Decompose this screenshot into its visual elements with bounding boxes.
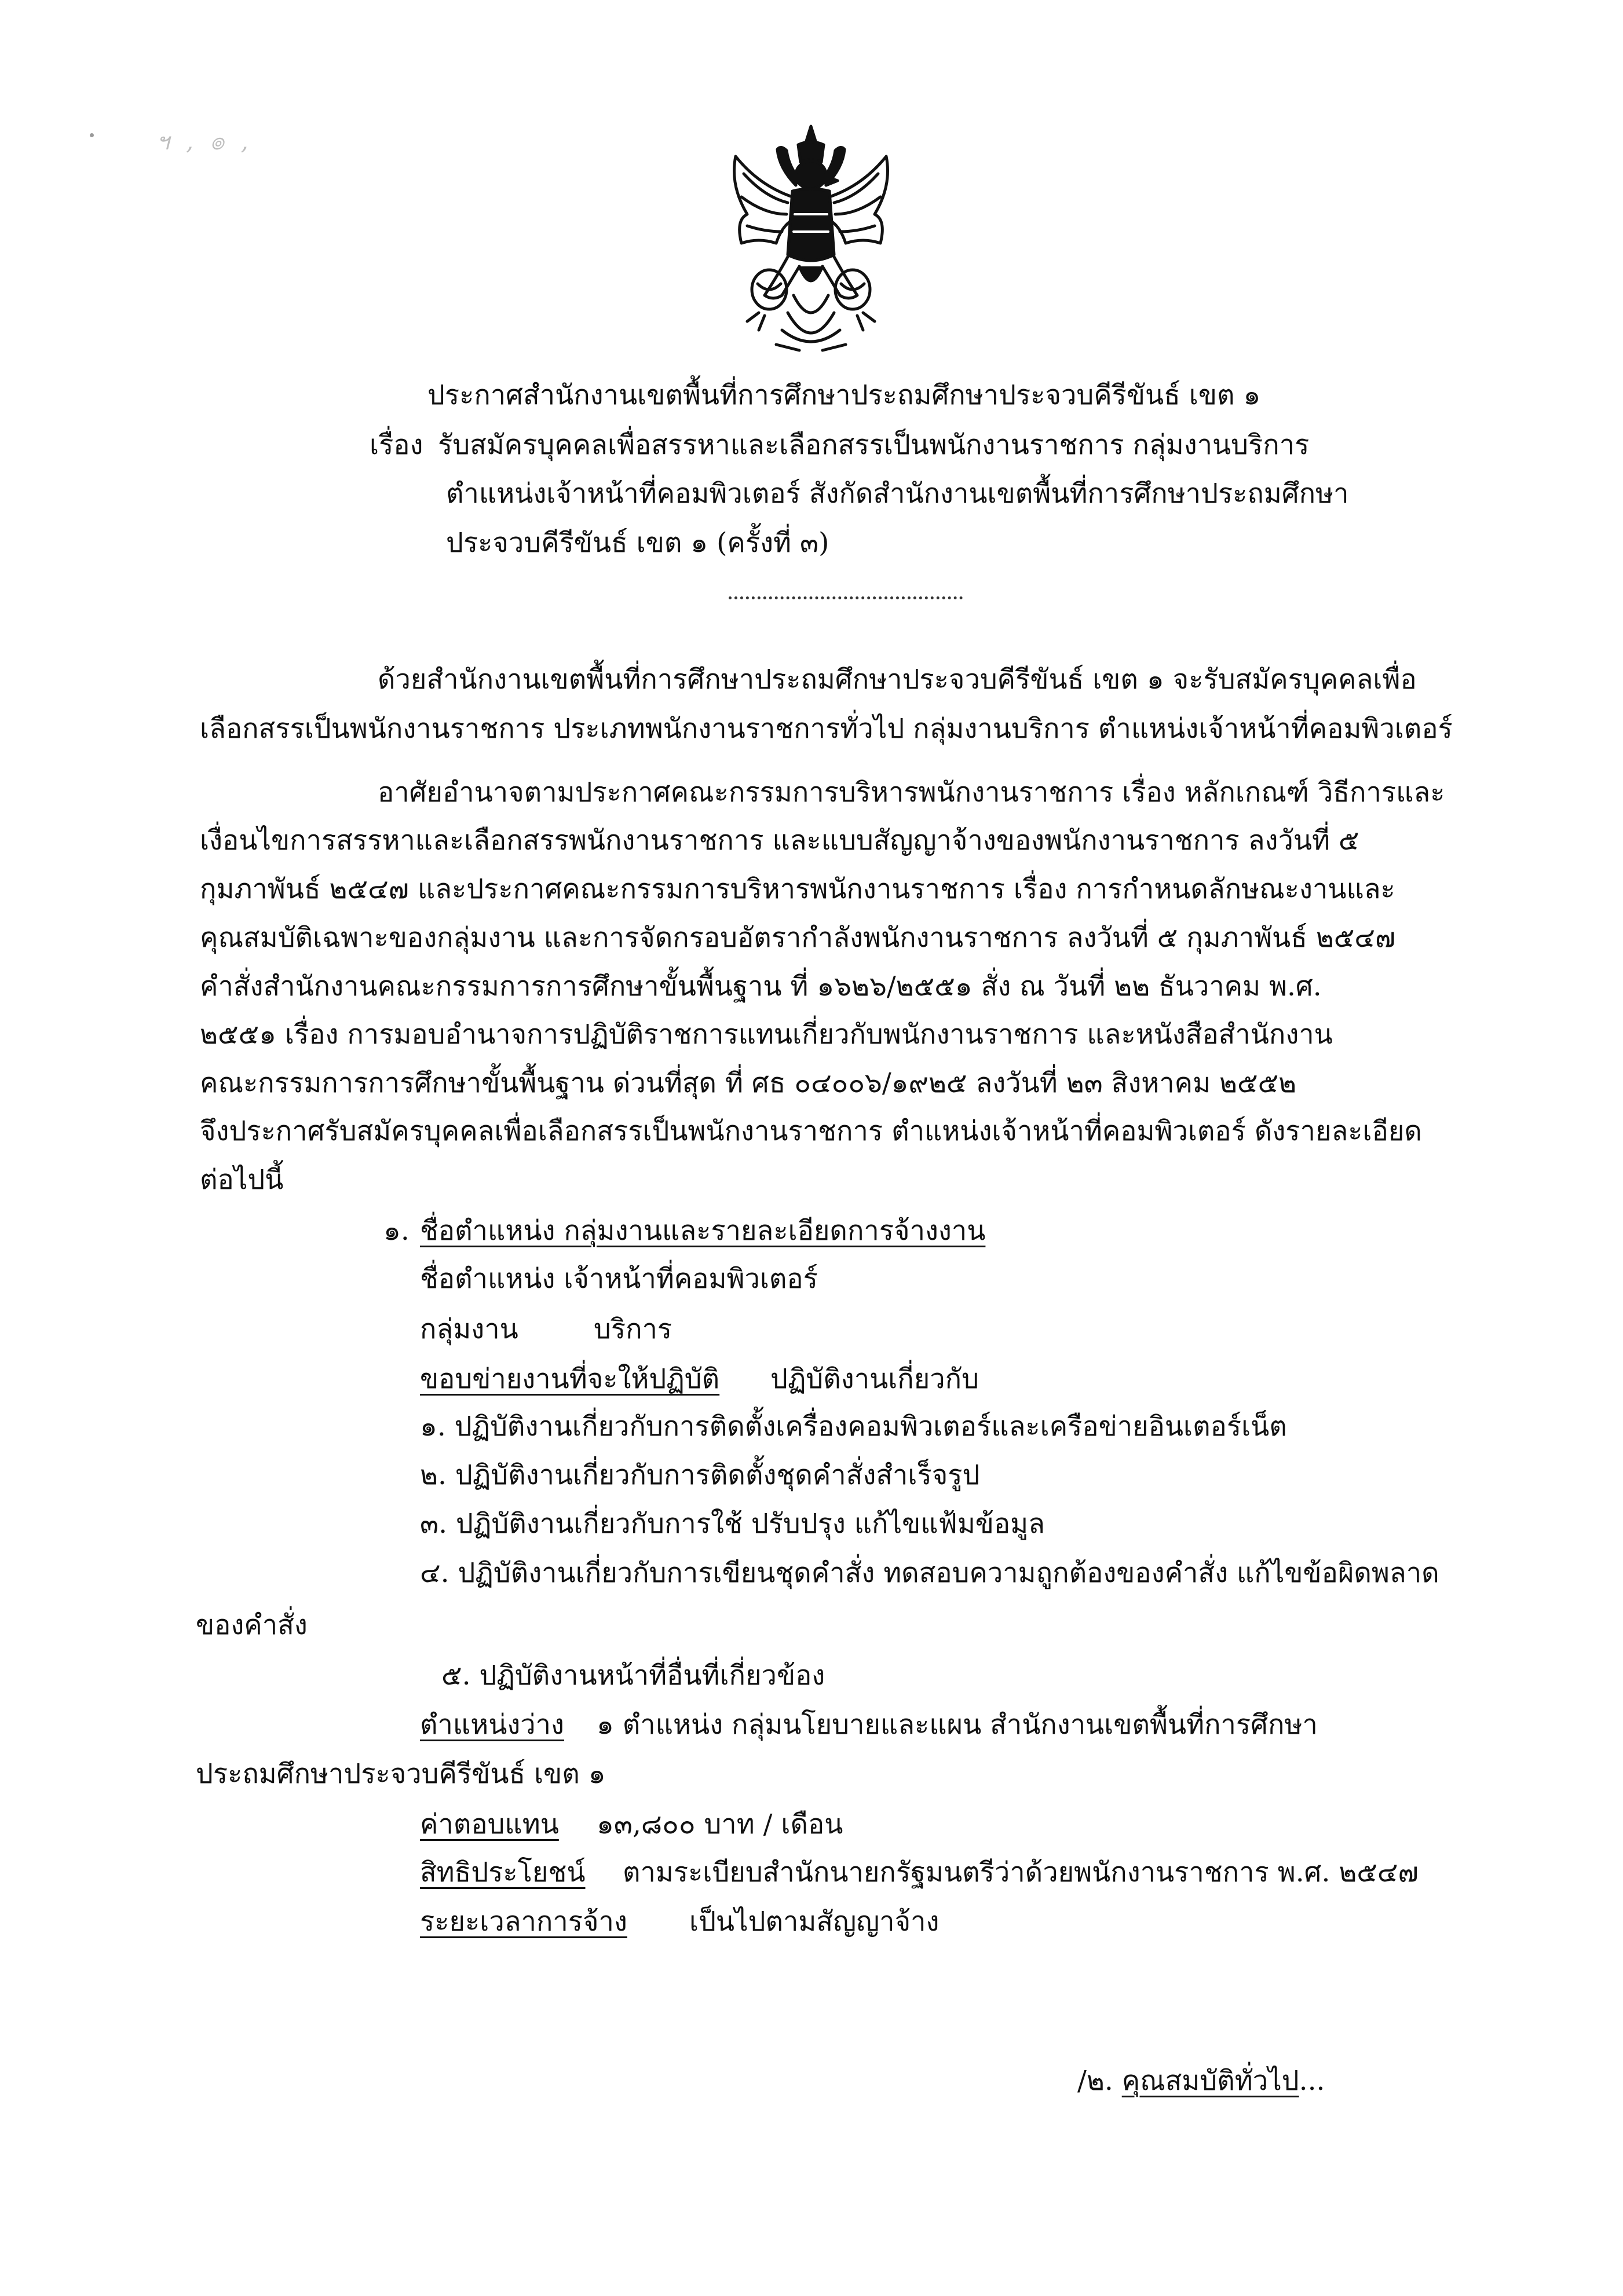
benefits-value: ตามระเบียบสำนักนายกรัฐมนตรีว่าด้วยพนักงานราชการ พ.ศ. ๒๕๔๗	[623, 1856, 1419, 1888]
subject-line-1: รับสมัครบุคคลเพื่อสรรหาและเลือกสรรเป็นพนักงานราชการ กลุ่มงานบริการ	[438, 429, 1310, 461]
faint-handwritten-mark: ฯ , ๏ ,	[156, 129, 253, 155]
duty-item-3: ๓. ปฏิบัติงานเกี่ยวกับการใช้ ปรับปรุง แก้ไขแฟ้มข้อมูล	[420, 1508, 1045, 1540]
authority-line-2: เงื่อนไขการสรรหาและเลือกสรรพนักงานราชการ และแบบสัญญาจ้างของพนักงานราชการ ลงวันที่ ๕	[200, 825, 1359, 856]
duty-item-4: ๔. ปฏิบัติงานเกี่ยวกับการเขียนชุดคำสั่ง ทดสอบความถูกต้องของคำสั่ง แก้ไขข้อผิดพลาด	[420, 1557, 1439, 1589]
continuation-prefix: /๒.	[1077, 2065, 1122, 2097]
authority-line-4: คุณสมบัติเฉพาะของกลุ่มงาน และการจัดกรอบอัตรากำลังพนักงานราชการ ลงวันที่ ๕ กุมภาพันธ์ ๒๕๔๗	[200, 922, 1396, 954]
employment-term-value: เป็นไปตามสัญญาจ้าง	[689, 1906, 940, 1938]
employment-term-label: ระยะเวลาการจ้าง	[420, 1906, 627, 1938]
continuation-suffix: ...	[1299, 2065, 1325, 2097]
compensation-label: ค่าตอบแทน	[420, 1808, 559, 1840]
continuation-next-section: คุณสมบัติทั่วไป	[1121, 2065, 1299, 2097]
vacancy-value: ๑ ตำแหน่ง กลุ่มนโยบายและแผน สำนักงานเขตพื้นที่การศึกษา	[597, 1709, 1318, 1741]
intro-line-1: ด้วยสำนักงานเขตพื้นที่การศึกษาประถมศึกษาประจวบคีรีขันธ์ เขต ๑ จะรับสมัครบุคคลเพื่อ	[378, 664, 1417, 695]
duty-item-1: ๑. ปฏิบัติงานเกี่ยวกับการติดตั้งเครื่องคอมพิวเตอร์และเครือข่ายอินเตอร์เน็ต	[420, 1411, 1287, 1442]
compensation-value: ๑๓,๘๐๐ บาท / เดือน	[597, 1808, 843, 1840]
vacancy-label: ตำแหน่งว่าง	[420, 1709, 564, 1741]
scan-speckle	[90, 133, 94, 137]
subject-label: เรื่อง	[370, 429, 423, 461]
authority-line-9: ต่อไปนี้	[200, 1164, 284, 1196]
benefits-label: สิทธิประโยชน์	[420, 1856, 586, 1888]
duty-item-2: ๒. ปฏิบัติงานเกี่ยวกับการติดตั้งชุดคำสั่งสำเร็จรูป	[420, 1459, 980, 1491]
authority-line-5: คำสั่งสำนักงานคณะกรรมการการศึกษาขั้นพื้นฐาน ที่ ๑๖๒๖/๒๕๕๑ สั่ง ณ วันที่ ๒๒ ธันวาคม พ.ศ.	[200, 971, 1322, 1002]
vacancy-value-cont: ประถมศึกษาประจวบคีรีขันธ์ เขต ๑	[196, 1758, 606, 1790]
dotted-separator	[729, 596, 963, 599]
continuation-note	[1077, 2065, 1325, 2097]
subject-line-2: ตำแหน่งเจ้าหน้าที่คอมพิวเตอร์ สังกัดสำนักงานเขตพื้นที่การศึกษาประถมศึกษา	[446, 478, 1349, 510]
scope-value: ปฏิบัติงานเกี่ยวกับ	[770, 1363, 979, 1395]
authority-line-7: คณะกรรมการการศึกษาขั้นพื้นฐาน ด่วนที่สุด ที่ ศธ ๐๔๐๐๖/๑๙๒๕ ลงวันที่ ๒๓ สิงหาคม ๒๕๕๒	[200, 1067, 1297, 1099]
section-1-heading: ชื่อตำแหน่ง กลุ่มงานและรายละเอียดการจ้างงาน	[420, 1215, 986, 1247]
duty-item-5: ๕. ปฏิบัติงานหน้าที่อื่นที่เกี่ยวข้อง	[441, 1660, 825, 1691]
subject-line-3: ประจวบคีรีขันธ์ เขต ๑ (ครั้งที่ ๓)	[446, 527, 829, 559]
authority-line-3: กุมภาพันธ์ ๒๕๔๗ และประกาศคณะกรรมการบริหารพนักงานราชการ เรื่อง การกำหนดลักษณะงานและ	[200, 873, 1395, 905]
work-group-label: กลุ่มงาน	[420, 1313, 518, 1345]
position-name-line: ชื่อตำแหน่ง เจ้าหน้าที่คอมพิวเตอร์	[420, 1263, 818, 1295]
work-group-value: บริการ	[594, 1313, 672, 1345]
authority-line-6: ๒๕๕๑ เรื่อง การมอบอำนาจการปฏิบัติราชการแทนเกี่ยวกับพนักงานราชการ และหนังสือสำนักงาน	[200, 1019, 1333, 1050]
authority-line-8: จึงประกาศรับสมัครบุคคลเพื่อเลือกสรรเป็นพนักงานราชการ ตำแหน่งเจ้าหน้าที่คอมพิวเตอร์ ดังรายละเอียด	[200, 1115, 1422, 1147]
scope-label: ขอบข่ายงานที่จะให้ปฏิบัติ	[420, 1363, 720, 1395]
authority-line-1: อาศัยอำนาจตามประกาศคณะกรรมการบริหารพนักงานราชการ เรื่อง หลักเกณฑ์ วิธีการและ	[378, 777, 1445, 808]
section-1-number: ๑.	[383, 1215, 410, 1247]
intro-line-2: เลือกสรรเป็นพนักงานราชการ ประเภทพนักงานราชการทั่วไป กลุ่มงานบริการ ตำแหน่งเจ้าหน้าที่คอมพิวเตอร์	[200, 713, 1453, 745]
garuda-emblem-icon	[724, 122, 898, 365]
duty-item-4-cont: ของคำสั่ง	[196, 1609, 308, 1641]
announcement-title: ประกาศสำนักงานเขตพื้นที่การศึกษาประถมศึกษาประจวบคีรีขันธ์ เขต ๑	[427, 379, 1261, 411]
